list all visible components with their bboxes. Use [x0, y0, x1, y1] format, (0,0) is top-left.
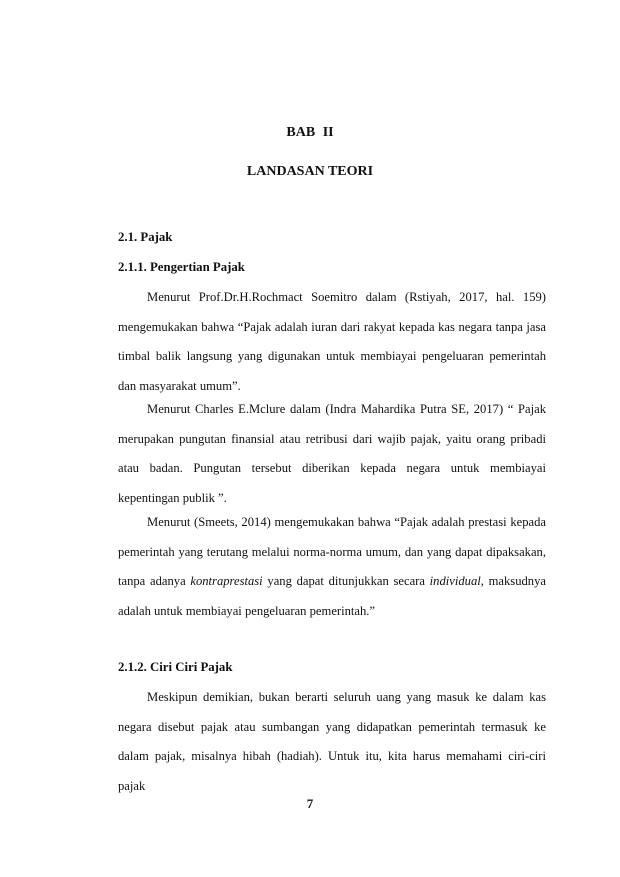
paragraph-text: Menurut Prof.Dr.H.Rochmact Soemitro dalam (Rstiyah, 2017, hal. 159) mengemukakan bahwa “Pajak adalah iuran dari rakyat kepada kas negara tanpa jasa timbal balik langsung yang digunakan untuk membiayai pengeluaran pemerintah dan masyarakat umum”.: [118, 290, 546, 393]
subsection-heading-pengertian: 2.1.1. Pengertian Pajak: [118, 260, 245, 274]
paragraph-smeets: [118, 508, 546, 626]
chapter-number: BAB II: [286, 125, 334, 140]
paragraph-mclure: [118, 395, 546, 513]
chapter-title: LANDASAN TEORI: [246, 164, 374, 179]
paragraph-text: Meskipun demikian, bukan berarti seluruh uang yang masuk ke dalam kas negara disebut pajak atau sumbangan yang didapatkan pemerintah termasuk ke dalam pajak, misalnya hibah (hadiah). Untuk itu, kita harus memahami ciri-ciri pajak: [118, 690, 546, 793]
paragraph-text: Menurut (Smeets, 2014) mengemukakan bahwa “Pajak adalah prestasi kepada pemerintah yang terutang melalui norma-norma umum, dan yang dapat dipaksakan, tanpa adanya: [118, 515, 546, 589]
paragraph-text: , maksudnya adalah untuk membiayai pengeluaran pemerintah.”: [118, 574, 546, 618]
paragraph-text: yang dapat ditunjukkan secara: [262, 574, 430, 589]
italic-term-kontraprestasi: kontraprestasi: [190, 574, 263, 589]
paragraph-ciri-intro: [118, 683, 546, 801]
subsection-heading-ciri: 2.1.2. Ciri Ciri Pajak: [118, 660, 233, 674]
paragraph-soemitro: [118, 283, 546, 401]
section-heading-pajak: 2.1. Pajak: [118, 230, 173, 244]
paragraph-text: Menurut Charles E.Mclure dalam (Indra Mahardika Putra SE, 2017) “ Pajak merupakan pungutan finansial atau retribusi dari wajib pajak, yaitu orang pribadi atau badan. Pungutan tersebut diberikan kepada negara untuk membiayai kepentingan publik ”.: [118, 402, 546, 505]
italic-term-individual: individual: [429, 574, 481, 589]
page-number: 7: [306, 796, 314, 811]
